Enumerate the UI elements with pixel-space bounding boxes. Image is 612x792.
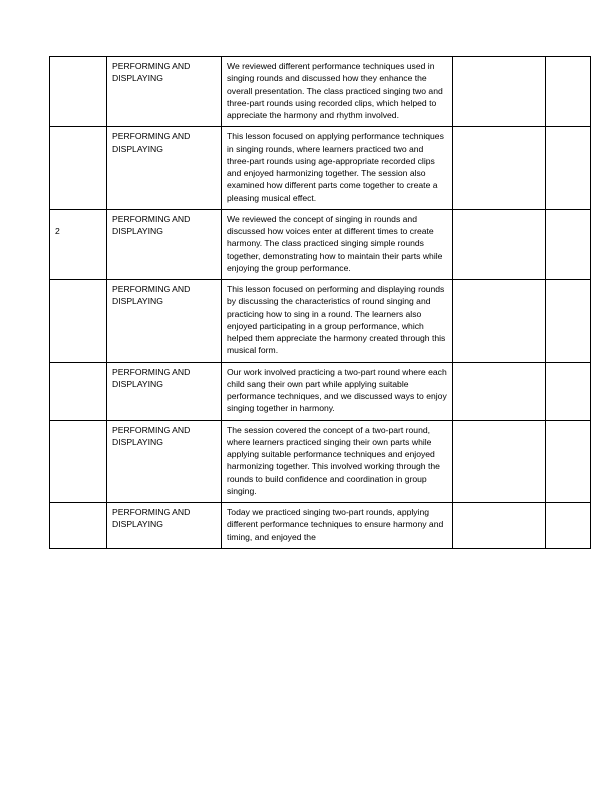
empty-cell [546, 57, 591, 127]
strand-cell: PERFORMING AND DISPLAYING [107, 57, 222, 127]
description-cell: The session covered the concept of a two-part round, where learners practiced singing their own parts while applying suitable performance techniques and enjoyed harmonizing together. This involved working through the rounds to build confidence and coordination in group singing. [222, 420, 453, 503]
week-cell [50, 362, 107, 420]
table-row [50, 503, 591, 549]
empty-cell [453, 209, 546, 279]
description-cell: We reviewed the concept of singing in rounds and discussed how voices enter at different times to create harmony. The class practiced singing simple rounds together, demonstrating how to maintain their parts while enjoying the group performance. [222, 209, 453, 279]
lesson-log-table [49, 56, 591, 549]
strand-cell: PERFORMING AND DISPLAYING [107, 280, 222, 363]
empty-cell [546, 503, 591, 549]
empty-cell [453, 57, 546, 127]
empty-cell [546, 362, 591, 420]
empty-cell [453, 420, 546, 503]
week-cell: 2 [50, 209, 107, 279]
strand-cell: PERFORMING AND DISPLAYING [107, 503, 222, 549]
empty-cell [453, 362, 546, 420]
empty-cell [453, 503, 546, 549]
description-cell: Today we practiced singing two-part rounds, applying different performance techniques to ensure harmony and timing, and enjoyed the [222, 503, 453, 549]
description-cell: This lesson focused on performing and displaying rounds by discussing the characteristics of round singing and practicing how to sing in a round. The learners also enjoyed participating in a group performance, which helped them appreciate the harmony created through this musical form. [222, 280, 453, 363]
table-row [50, 57, 591, 127]
week-cell [50, 57, 107, 127]
empty-cell [453, 127, 546, 210]
table-row [50, 209, 591, 279]
week-cell [50, 280, 107, 363]
empty-cell [453, 280, 546, 363]
description-cell: Our work involved practicing a two-part round where each child sang their own part while applying suitable performance techniques, and we discussed ways to enjoy singing together in harmony. [222, 362, 453, 420]
strand-cell: PERFORMING AND DISPLAYING [107, 209, 222, 279]
week-cell [50, 127, 107, 210]
description-cell: This lesson focused on applying performance techniques in singing rounds, where learners practiced two and three-part rounds using age-appropriate recorded clips and enjoyed harmonizing together. The session also examined how different parts come together to create a pleasing musical effect. [222, 127, 453, 210]
strand-cell: PERFORMING AND DISPLAYING [107, 420, 222, 503]
empty-cell [546, 280, 591, 363]
table-row [50, 420, 591, 503]
strand-cell: PERFORMING AND DISPLAYING [107, 127, 222, 210]
empty-cell [546, 209, 591, 279]
strand-cell: PERFORMING AND DISPLAYING [107, 362, 222, 420]
table-row [50, 127, 591, 210]
empty-cell [546, 127, 591, 210]
description-cell: We reviewed different performance techniques used in singing rounds and discussed how they enhance the overall presentation. The class practiced singing two and three-part rounds using recorded clips, which helped to appreciate the harmony and rhythm involved. [222, 57, 453, 127]
empty-cell [546, 420, 591, 503]
table-row [50, 362, 591, 420]
week-cell [50, 503, 107, 549]
table-row [50, 280, 591, 363]
week-cell [50, 420, 107, 503]
